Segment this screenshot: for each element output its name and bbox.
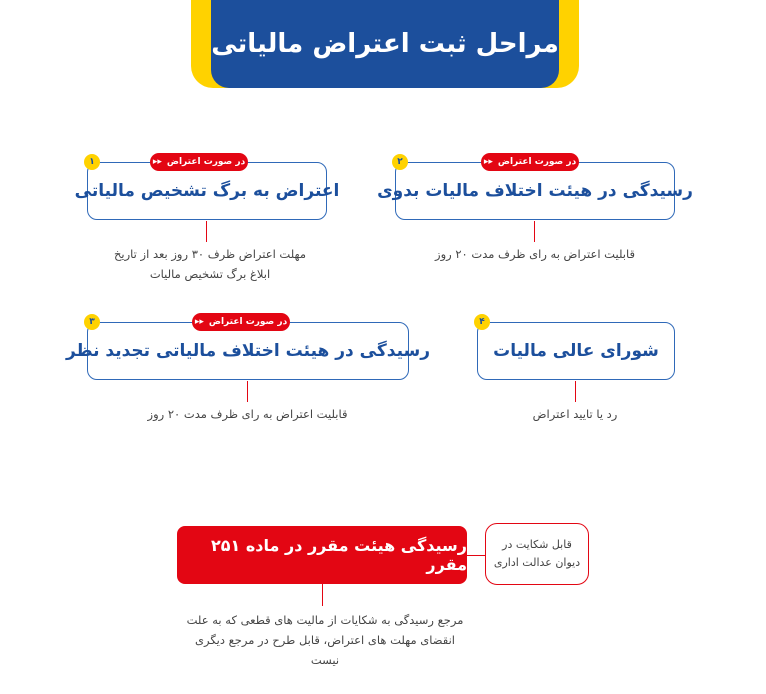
- step-1-badge-label: در صورت اعتراض: [166, 157, 246, 167]
- final-step-title: رسیدگی هیئت مقرر در ماده ۲۵۱ مقرر: [210, 536, 467, 574]
- double-arrow-icon: ▸▸: [194, 317, 204, 327]
- side-box-line: دیوان عدالت اداری: [493, 556, 581, 569]
- double-arrow-icon: ▸▸: [483, 157, 493, 167]
- step-4-note-line: رد یا تایید اعتراض: [532, 407, 618, 421]
- step-1-note-line: ابلاغ برگ تشخیص مالیات: [149, 267, 271, 281]
- page-title: مراحل ثبت اعتراض مالیاتی: [211, 0, 559, 88]
- final-step-note: [175, 610, 475, 670]
- step-1-note: [100, 244, 320, 284]
- final-side-connector: [467, 555, 485, 556]
- step-1-number: ۱: [84, 154, 100, 170]
- step-3-badge: [192, 313, 290, 331]
- step-1-connector: [206, 221, 207, 242]
- step-3-note: [140, 404, 355, 424]
- step-3-badge-label: در صورت اعتراض: [208, 317, 288, 327]
- step-2-title: رسیدگی در هیئت اختلاف مالیات بدوی: [377, 181, 693, 201]
- step-1-title: اعتراض به برگ تشخیص مالیاتی: [74, 181, 340, 201]
- step-2-number: ۲: [392, 154, 408, 170]
- step-2-connector: [534, 221, 535, 242]
- side-box-line: قابل شکایت در: [502, 538, 572, 551]
- step-2-badge-label: در صورت اعتراض: [497, 157, 577, 167]
- step-2-note-line: قابلیت اعتراض به رای ظرف مدت ۲۰ روز: [435, 247, 635, 261]
- final-step-box: [177, 526, 467, 584]
- step-3-title: رسیدگی در هیئت اختلاف مالیاتی تجدید نظر: [65, 341, 431, 361]
- step-4-note: [500, 404, 650, 424]
- final-step-connector: [322, 584, 323, 606]
- step-2-badge: [481, 153, 579, 171]
- step-4-box: [477, 322, 675, 380]
- step-3-note-line: قابلیت اعتراض به رای ظرف مدت ۲۰ روز: [147, 407, 348, 421]
- step-2-note: [420, 244, 650, 264]
- final-note-line: مرجع رسیدگی به شکایات از مالیت های قطعی که به علت: [186, 613, 464, 627]
- double-arrow-icon: ▸▸: [152, 157, 162, 167]
- step-3-connector: [247, 381, 248, 402]
- step-4-number: ۴: [474, 314, 490, 330]
- step-4-title: شورای عالی مالیات: [493, 341, 659, 361]
- step-1-note-line: مهلت اعتراض ظرف ۳۰ روز بعد از تاریخ: [114, 247, 306, 261]
- title-banner: [191, 0, 579, 88]
- step-1-badge: [150, 153, 248, 171]
- step-3-number: ۳: [84, 314, 100, 330]
- final-note-line: نیست: [310, 653, 340, 667]
- final-note-line: انقضای مهلت های اعتراض، قابل طرح در مرجع دیگری: [194, 633, 455, 647]
- administrative-court-box: [485, 523, 589, 585]
- step-4-connector: [575, 381, 576, 402]
